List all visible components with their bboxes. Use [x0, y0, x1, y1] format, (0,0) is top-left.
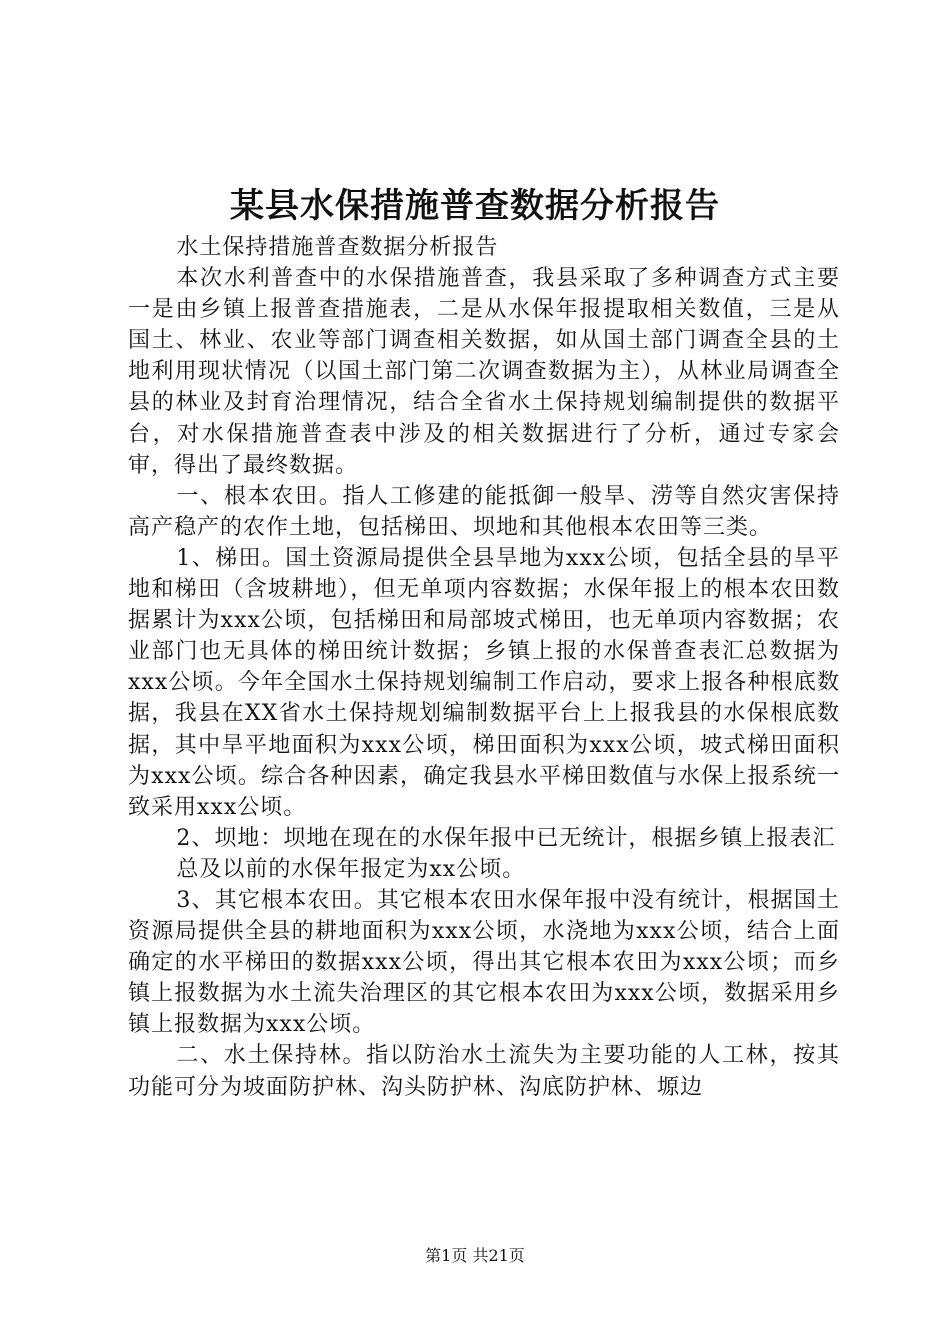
paragraph-subtitle: 水土保持措施普查数据分析报告	[176, 235, 499, 260]
paragraph-section-1: 一、根本农田。指人工修建的能抵御一般旱、涝等自然灾害保持高产稳产的农作土地，包括梯田、坝地和其他根本农田等三类。	[128, 483, 840, 540]
paragraph-dam-land-cont: 总及以前的水保年报定为xx公顷。	[176, 856, 526, 882]
document-title: 某县水保措施普查数据分析报告	[230, 186, 720, 226]
page-footer: 第1页 共21页	[425, 1246, 525, 1265]
paragraph-section-2: 二、水土保持林。指以防治水土流失为主要功能的人工林，按其功能可分为坡面防护林、沟头防护林、沟底防护林、塬边	[128, 1043, 840, 1100]
document-body	[128, 232, 840, 1103]
paragraph-intro: 本次水利普查中的水保措施普查，我县采取了多种调查方式主要一是由乡镇上报普查措施表，二是从水保年报提取相关数值，三是从国土、林业、农业等部门调查相关数据，如从国土部门调查全县的土地利用现状情况（以国土部门第二次调查数据为主），从林业局调查全县的林业及封育治理情况，结合全省水土保持规划编制提供的数据平台，对水保措施普查表中涉及的相关数据进行了分析，通过专家会审，得出了最终数据。	[128, 266, 840, 478]
paragraph-dam-land: 2、坝地：坝地在现在的水保年报中已无统计，根据乡镇上报表汇	[176, 825, 836, 851]
paragraph-other-farmland: 3、其它根本农田。其它根本农田水保年报中没有统计，根据国土资源局提供全县的耕地面积为xxx公顷，水浇地为xxx公顷，结合上面确定的水平梯田的数据xxx公顷，得出其它根本农田为xxx公顷；而乡镇上报数据为水土流失治理区的其它根本农田为xxx公顷，数据采用乡镇上报数据为xxx公顷。	[128, 887, 840, 1038]
paragraph-terraces: 1、梯田。国土资源局提供全县旱地为xxx公顷，包括全县的旱平地和梯田（含坡耕地），但无单项内容数据；水保年报上的根本农田数据累计为xxx公顷，包括梯田和局部坡式梯田，也无单项内容数据；农业部门也无具体的梯田统计数据；乡镇上报的水保普查表汇总数据为xxx公顷。今年全国水土保持规划编制工作启动，要求上报各种根底数据，我县在XX省水土保持规划编制数据平台上上报我县的水保根底数据，其中旱平地面积为xxx公顷，梯田面积为xxx公顷，坡式梯田面积为xxx公顷。综合各种因素，确定我县水平梯田数值与水保上报系统一致采用xxx公顷。	[128, 545, 840, 820]
